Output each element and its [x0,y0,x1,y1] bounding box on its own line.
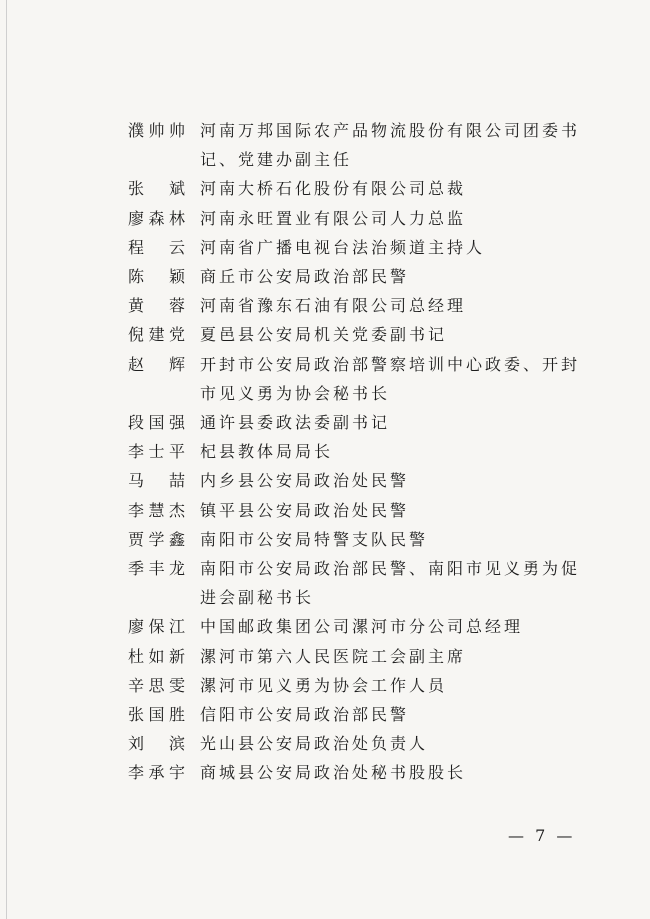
person-position: 通许县委政法委副书记 [200,413,391,433]
person-position: 河南大桥石化股份有限公司总裁 [200,179,467,199]
person-name: 廖保江 [128,617,186,637]
person-position: 中国邮政集团公司漯河市分公司总经理 [200,617,524,637]
person-name: 赵辉 [128,354,186,374]
page-number: — 7 — [508,826,576,845]
person-position: 河南省广播电视台法治频道主持人 [200,237,486,257]
list-item [128,554,598,612]
person-name: 程云 [128,237,186,257]
list-item [128,116,598,174]
person-position: 漯河市见义勇为协会工作人员 [200,675,448,695]
person-position: 开封市公安局政治部警察培训中心政委、开封市见义勇为协会秘书长 [200,354,581,403]
person-name: 廖森林 [128,208,186,228]
person-name: 张国胜 [128,705,186,725]
person-position: 商城县公安局政治处秘书股股长 [200,763,467,783]
list-item [128,758,598,787]
person-name: 李士平 [128,442,186,462]
list-item [128,700,598,729]
person-position: 河南省豫东石油有限公司总经理 [200,296,467,316]
person-name: 贾学鑫 [128,529,186,549]
list-item [128,320,598,349]
list-item [128,204,598,233]
person-position: 南阳市公安局特警支队民警 [200,529,429,549]
list-item [128,291,598,320]
list-item [128,642,598,671]
list-item [128,525,598,554]
list-item [128,612,598,641]
scan-edge-line [6,0,7,919]
list-item [128,350,598,408]
person-name: 濮帅帅 [128,121,186,140]
list-item [128,496,598,525]
person-position: 夏邑县公安局机关党委副书记 [200,325,448,345]
person-name: 陈颖 [128,267,186,287]
list-item [128,729,598,758]
list-item [128,466,598,495]
list-item [128,233,598,262]
person-name: 辛思雯 [128,675,186,695]
person-position: 漯河市第六人民医院工会副主席 [200,646,467,666]
person-name: 张斌 [128,179,186,199]
person-position: 商丘市公安局政治部民警 [200,267,410,287]
list-item [128,408,598,437]
person-name: 段国强 [128,413,186,433]
person-name: 刘滨 [128,734,186,754]
person-position: 信阳市公安局政治部民警 [200,705,410,725]
person-position: 内乡县公安局政治处民警 [200,471,410,491]
list-item [128,671,598,700]
list-item [128,262,598,291]
person-name: 杜如新 [128,646,186,666]
person-name: 黄蓉 [128,296,186,316]
person-position: 光山县公安局政治处负责人 [200,734,429,754]
person-name: 季丰龙 [128,559,186,579]
list-item [128,437,598,466]
person-name: 倪建党 [128,325,186,345]
list-item [128,174,598,203]
person-position: 杞县教体局局长 [200,442,334,462]
person-name: 李慧杰 [128,500,186,520]
person-position: 河南永旺置业有限公司人力总监 [200,208,467,228]
name-list [128,116,598,788]
person-name: 李承宇 [128,763,186,783]
person-position: 镇平县公安局政治处民警 [200,500,410,520]
person-name: 马喆 [128,471,186,491]
person-position: 南阳市公安局政治部民警、南阳市见义勇为促进会副秘书长 [200,559,581,608]
person-position: 河南万邦国际农产品物流股份有限公司团委书记、党建办副主任 [200,121,581,170]
